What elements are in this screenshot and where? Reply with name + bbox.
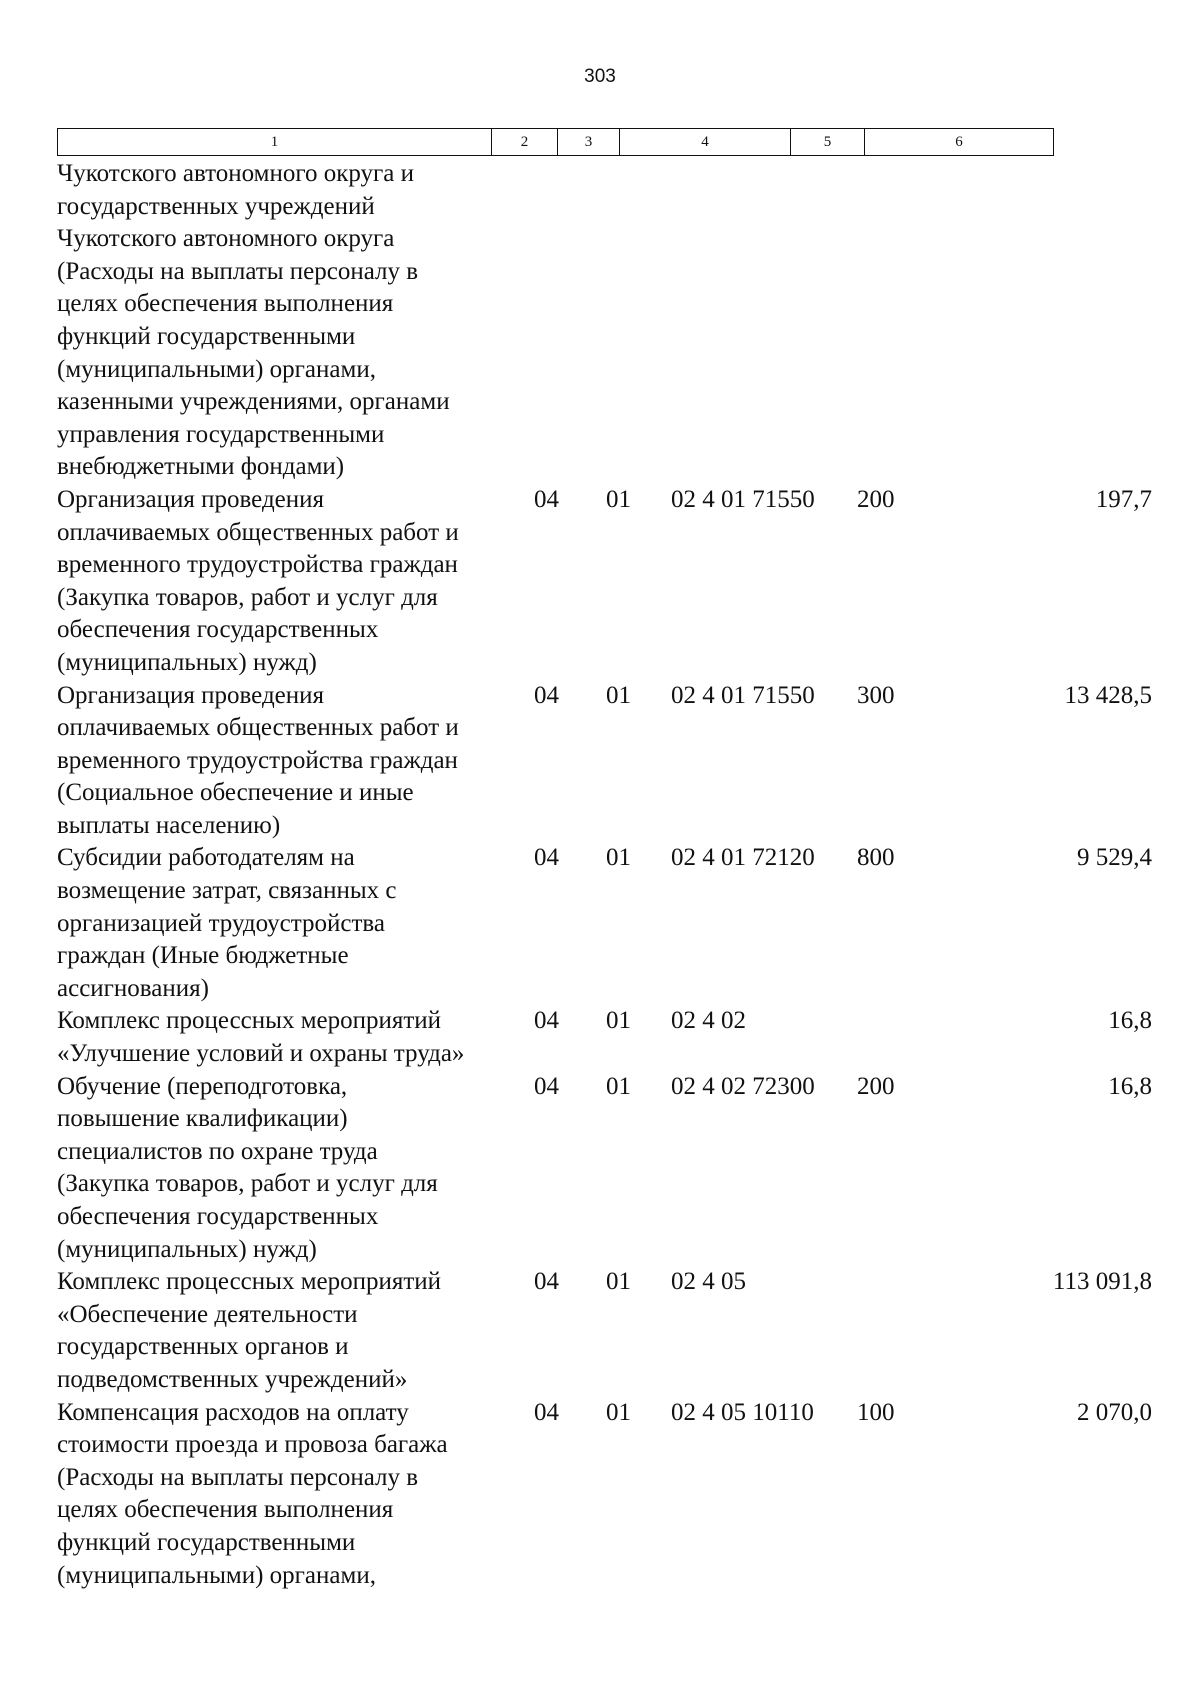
table-row [57,484,1152,680]
row-expense-type: 300 [857,681,895,709]
row-subsection: 01 [606,844,631,872]
row-description: Компенсация расходов на оплату стоимости проезда и провоза багажа (Расходы на выплаты персоналу в целях обеспечения выполнения функций государственными (муниципальными) органами, [57,1398,448,1589]
table-row [57,842,1152,1005]
row-target-article: 02 4 02 72300 [671,1072,815,1100]
row-amount: 113 091,8 [1052,1268,1152,1296]
row-subsection: 01 [606,1268,631,1296]
row-target-article: 02 4 05 [671,1268,746,1296]
table-row [57,158,1152,484]
row-amount: 197,7 [1095,485,1152,513]
table-row [57,1397,1152,1593]
row-description: Комплекс процессных мероприятий «Обеспечение деятельности государственных органов и подведомственных учреждений» [57,1268,442,1393]
table-row [57,680,1152,843]
row-expense-type: 800 [857,844,895,872]
row-expense-type: 200 [857,485,895,513]
row-amount: 16,8 [1108,1007,1152,1035]
row-target-article: 02 4 05 10110 [671,1398,814,1426]
row-target-article: 02 4 02 [671,1007,746,1035]
row-target-article: 02 4 01 71550 [671,681,815,709]
row-amount: 2 070,0 [1077,1398,1152,1426]
row-section: 04 [534,844,559,872]
table-row [57,1071,1152,1267]
table-row [57,1266,1152,1396]
header-cell-3: 3 [558,129,620,156]
header-cell-6: 6 [865,129,1054,156]
row-subsection: 01 [606,485,631,513]
row-section: 04 [534,1268,559,1296]
row-section: 04 [534,1398,559,1426]
row-amount: 9 529,4 [1077,844,1152,872]
header-row [58,129,1054,156]
row-expense-type: 200 [857,1072,895,1100]
row-subsection: 01 [606,1072,631,1100]
header-cell-4: 4 [620,129,791,156]
table-row [57,1005,1152,1070]
row-target-article: 02 4 01 72120 [671,844,815,872]
row-section: 04 [534,485,559,513]
row-description: Субсидии работодателям на возмещение затрат, связанных с организацией трудоустройства граждан (Иные бюджетные ассигнования) [57,844,397,1002]
row-subsection: 01 [606,1007,631,1035]
row-amount: 13 428,5 [1064,681,1152,709]
row-subsection: 01 [606,1398,631,1426]
row-subsection: 01 [606,681,631,709]
row-description: Организация проведения оплачиваемых общественных работ и временного трудоустройства граждан (Закупка товаров, работ и услуг для обеспечения государственных (муниципальных) нужд) [57,485,459,676]
header-cell-5: 5 [791,129,865,156]
row-description: Комплекс процессных мероприятий «Улучшение условий и охраны труда» [57,1007,465,1068]
row-expense-type: 100 [857,1398,895,1426]
column-number-header [57,128,1054,156]
row-target-article: 02 4 01 71550 [671,485,815,513]
page-number: 303 [584,66,616,87]
row-description: Организация проведения оплачиваемых общественных работ и временного трудоустройства граждан (Социальное обеспечение и иные выплаты населению) [57,681,459,839]
header-cell-2: 2 [492,129,558,156]
row-section: 04 [534,1072,559,1100]
row-description: Обучение (переподготовка, повышение квалификации) специалистов по охране труда (Закупка товаров, работ и услуг для обеспечения государственных (муниципальных) нужд) [57,1072,438,1263]
row-section: 04 [534,681,559,709]
row-amount: 16,8 [1108,1072,1152,1100]
header-cell-1: 1 [58,129,492,156]
budget-table-body [57,158,1152,1592]
row-description: Чукотского автономного округа и государственных учреждений Чукотского автономного округа (Расходы на выплаты персоналу в целях обеспечения выполнения функций государственными (муниципальными) органами, казенными учреждениями, органами управления государственными внебюджетными фондами) [57,160,450,481]
row-section: 04 [534,1007,559,1035]
